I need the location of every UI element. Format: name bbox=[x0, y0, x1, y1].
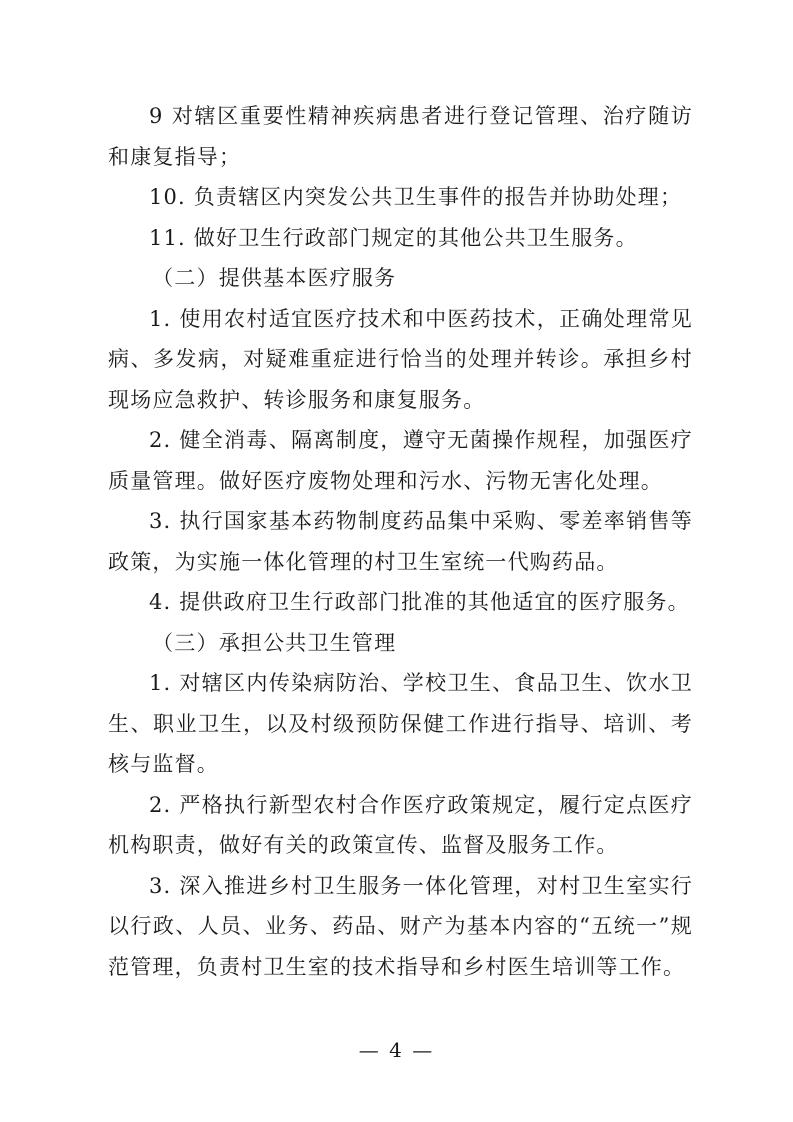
section-heading: （三）承担公共卫生管理 bbox=[152, 630, 397, 655]
paragraph: 10. 负责辖区内突发公共卫生事件的报告并协助处理； bbox=[148, 185, 683, 209]
paragraph: 4. 提供政府卫生行政部门批准的其他适宜的医疗服务。 bbox=[148, 590, 690, 614]
paragraph: 1. 使用农村适宜医疗技术和中医药技术，正确处理常见病、多发病，对疑难重症进行恰当的处理并转诊。承担乡村现场应急救护、转诊服务和康复服务。 bbox=[108, 306, 693, 412]
paragraph: 2. 健全消毒、隔离制度，遵守无菌操作规程，加强医疗质量管理。做好医疗废物处理和污水、污物无害化处理。 bbox=[108, 428, 693, 493]
paragraph: 1. 对辖区内传染病防治、学校卫生、食品卫生、饮水卫生、职业卫生，以及村级预防保健工作进行指导、培训、考核与监督。 bbox=[108, 671, 693, 776]
paragraph: 3. 执行国家基本药物制度药品集中采购、零差率销售等政策，为实施一体化管理的村卫生室统一代购药品。 bbox=[108, 509, 693, 574]
paragraph: 9 对辖区重要性精神疾病患者进行登记管理、治疗随访和康复指导； bbox=[108, 104, 693, 169]
section-heading: （二）提供基本医疗服务 bbox=[152, 266, 397, 290]
paragraph: 11. 做好卫生行政部门规定的其他公共卫生服务。 bbox=[148, 225, 638, 250]
paragraph: 2. 严格执行新型农村合作医疗政策规定，履行定点医疗机构职责，做好有关的政策宣传、监督及服务工作。 bbox=[108, 792, 693, 857]
page-number: — 4 — bbox=[358, 1038, 435, 1062]
document-body bbox=[108, 96, 693, 987]
paragraph: 3. 深入推进乡村卫生服务一体化管理，对村卫生室实行以行政、人员、业务、药品、财产为基本内容的“五统一”规范管理，负责村卫生室的技术指导和乡村医生培训等工作。 bbox=[108, 873, 693, 979]
